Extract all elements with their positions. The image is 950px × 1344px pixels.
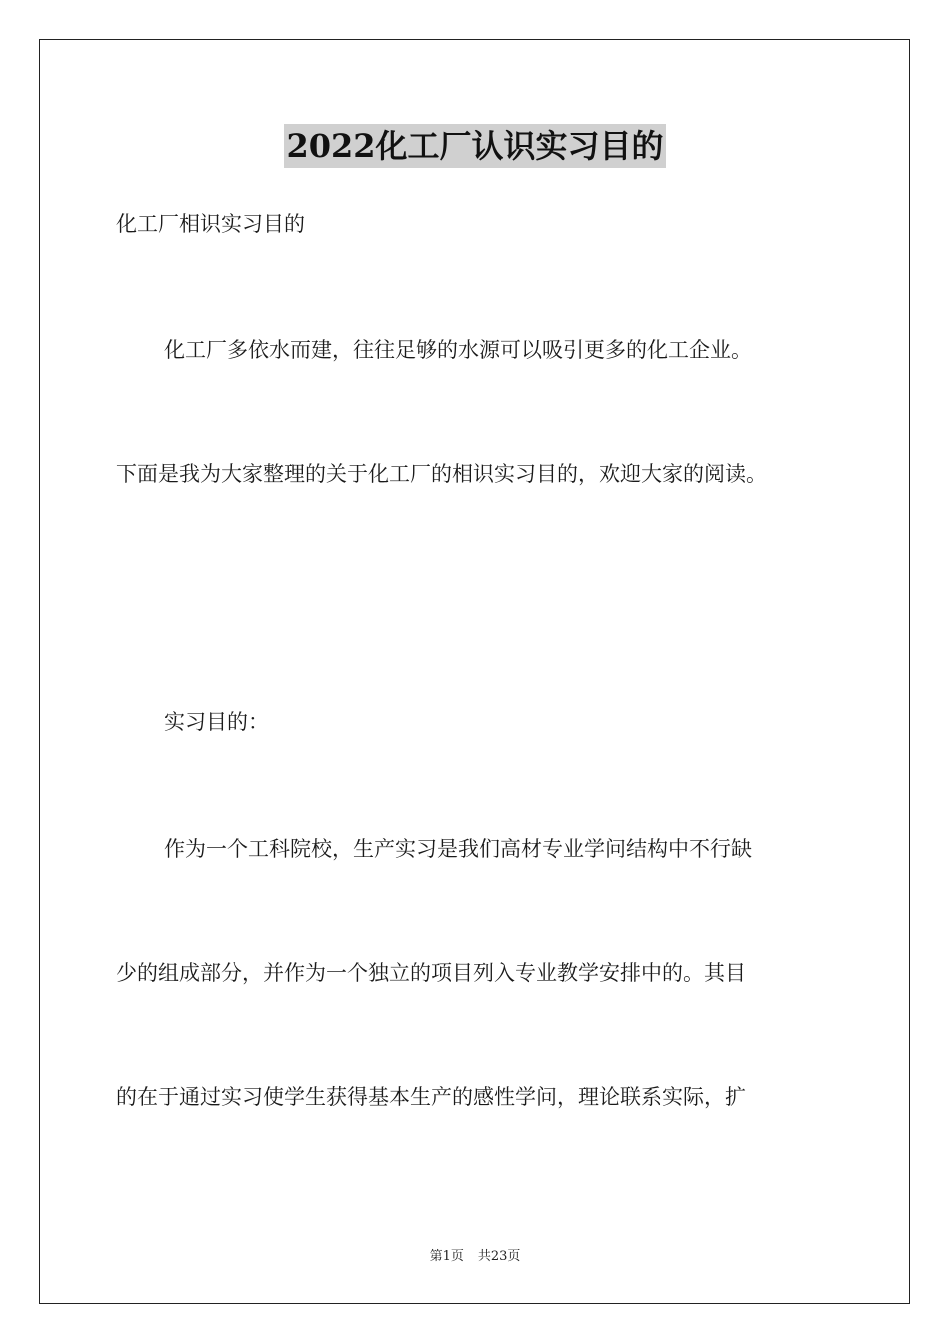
paragraph-line: 的在于通过实习使学生获得基本生产的感性学问，理论联系实际，扩 [116, 1085, 746, 1109]
title-container [0, 124, 950, 168]
section-heading: 实习目的： [164, 710, 269, 734]
page-number: 第1页 [429, 1249, 464, 1264]
document-subtitle: 化工厂相识实习目的 [116, 212, 305, 236]
paragraph-line: 化工厂多依水而建，往往足够的水源可以吸引更多的化工企业。 [164, 338, 752, 362]
document-title: 2022化工厂认识实习目的 [284, 124, 665, 168]
paragraph-line: 作为一个工科院校，生产实习是我们高材专业学问结构中不行缺 [164, 837, 752, 861]
paragraph-line: 下面是我为大家整理的关于化工厂的相识实习目的，欢迎大家的阅读。 [116, 462, 767, 486]
page-footer [0, 1248, 950, 1266]
total-pages: 共23页 [477, 1249, 521, 1264]
paragraph-line: 少的组成部分，并作为一个独立的项目列入专业教学安排中的。其目 [116, 961, 746, 985]
